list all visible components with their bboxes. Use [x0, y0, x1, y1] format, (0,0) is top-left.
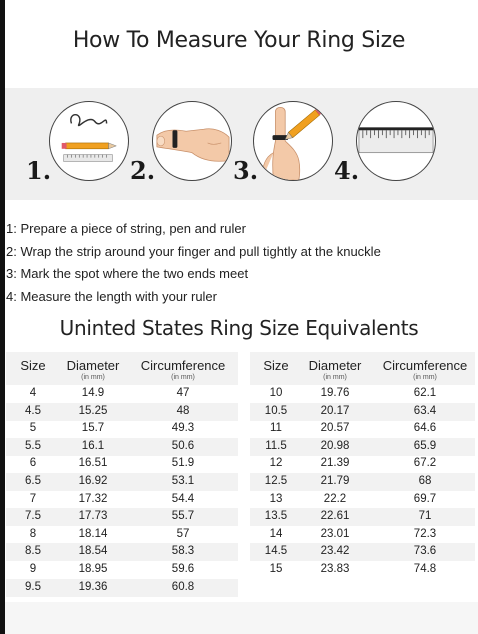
circumference-unit: (in mm)	[171, 374, 195, 381]
size-cell: 4	[29, 387, 37, 399]
size-cell: 14.5	[264, 545, 288, 558]
diameter-cell: 21.79	[320, 475, 350, 487]
table-row	[6, 403, 238, 421]
circumference-cell: 49.3	[171, 422, 195, 435]
header-diameter: Diameter (in mm)	[58, 358, 128, 381]
size-cell: 10.5	[264, 404, 288, 417]
diameter-cell: 16.92	[78, 475, 108, 487]
diameter-cell: 14.9	[81, 387, 105, 399]
size-cell: 12	[269, 457, 283, 470]
table-row	[6, 438, 238, 456]
table-row	[6, 543, 238, 561]
diameter-cell: 16.51	[78, 457, 108, 470]
size-cell: 4.5	[25, 404, 41, 417]
diameter-cell: 23.42	[320, 545, 350, 558]
diameter-cell: 18.54	[78, 545, 108, 558]
header-size: Size	[263, 358, 289, 373]
table-row	[250, 473, 475, 491]
table-row	[250, 491, 475, 509]
diameter-cell: 22.61	[320, 510, 350, 523]
size-cell: 5.5	[25, 439, 41, 452]
bottom-band	[5, 602, 478, 634]
diameter-cell: 18.95	[78, 563, 108, 575]
diameter-cell: 23.83	[320, 563, 350, 575]
header-size: Size	[20, 358, 46, 373]
step-number-2: 2.	[130, 156, 156, 185]
page-title: How To Measure Your Ring Size	[72, 28, 406, 53]
header-circumference: Circumference (in mm)	[130, 358, 236, 381]
size-cell: 6	[29, 457, 37, 470]
circumference-cell: 59.6	[171, 563, 195, 575]
diameter-cell: 22.2	[323, 492, 347, 505]
circumference-cell: 67.2	[413, 457, 437, 470]
size-cell: 13	[269, 492, 283, 505]
size-cell: 12.5	[264, 475, 288, 487]
size-cell: 13.5	[264, 510, 288, 523]
instruction-1: 1: Prepare a piece of string, pen and ruler	[6, 221, 246, 236]
circumference-cell: 58.3	[171, 545, 195, 558]
table-row	[6, 561, 238, 579]
size-cell: 14	[269, 527, 283, 540]
table-row	[6, 508, 238, 526]
mark-with-pen-icon	[253, 101, 333, 181]
diameter-cell: 19.36	[78, 580, 108, 593]
circumference-cell: 69.7	[413, 492, 437, 505]
ruler-measure-icon	[356, 101, 436, 181]
table-title: Uninted States Ring Size Equivalents	[59, 316, 419, 340]
circumference-unit: (in mm)	[413, 374, 437, 381]
string-around-finger-icon	[152, 101, 232, 181]
table-row	[250, 455, 475, 473]
size-cell: 5	[29, 422, 37, 435]
diameter-cell: 16.1	[81, 439, 105, 452]
size-table-left	[6, 352, 238, 596]
diameter-cell: 21.39	[320, 457, 350, 470]
table-row	[6, 473, 238, 491]
diameter-cell: 20.98	[320, 439, 350, 452]
header-diameter: Diameter (in mm)	[300, 358, 370, 381]
instruction-2: 2: Wrap the strip around your finger and pull tightly at the knuckle	[6, 244, 381, 259]
circumference-cell: 71	[418, 510, 432, 523]
diameter-unit: (in mm)	[323, 374, 347, 381]
size-cell: 15	[269, 563, 283, 575]
circumference-cell: 55.7	[171, 510, 195, 523]
circumference-cell: 48	[176, 404, 190, 417]
step-number-1: 1.	[26, 156, 52, 185]
circumference-cell: 47	[176, 387, 190, 399]
diameter-cell: 17.73	[78, 510, 108, 523]
left-rows	[6, 385, 238, 596]
diameter-cell: 20.57	[320, 422, 350, 435]
table-row	[6, 420, 238, 438]
circumference-cell: 64.6	[413, 422, 437, 435]
instruction-3: 3: Mark the spot where the two ends meet	[6, 266, 249, 281]
size-cell: 6.5	[25, 475, 41, 487]
header-circumference: Circumference (in mm)	[372, 358, 478, 381]
table-row	[6, 526, 238, 544]
size-cell: 9.5	[25, 580, 41, 593]
size-table-right	[250, 352, 475, 596]
diameter-cell: 23.01	[320, 527, 350, 540]
size-cell: 7	[29, 492, 37, 505]
table-row	[250, 526, 475, 544]
circumference-cell: 54.4	[171, 492, 195, 505]
step-number-4: 4.	[334, 156, 360, 185]
circumference-cell: 63.4	[413, 404, 437, 417]
circumference-cell: 57	[176, 527, 190, 540]
table-row	[250, 420, 475, 438]
size-cell: 7.5	[25, 510, 41, 523]
size-cell: 11	[270, 422, 282, 435]
table-row	[250, 561, 475, 579]
circumference-cell: 72.3	[413, 527, 437, 540]
table-row	[250, 385, 475, 403]
circumference-cell: 53.1	[171, 475, 195, 487]
circumference-cell: 73.6	[413, 545, 437, 558]
instruction-4: 4: Measure the length with your ruler	[6, 289, 217, 304]
diameter-cell: 17.32	[78, 492, 108, 505]
table-row	[250, 508, 475, 526]
circumference-cell: 65.9	[413, 439, 437, 452]
size-cell: 8.5	[25, 545, 41, 558]
table-row	[250, 403, 475, 421]
table-row	[250, 543, 475, 561]
diameter-unit: (in mm)	[81, 374, 105, 381]
size-cell: 10	[269, 387, 283, 399]
table-row	[6, 579, 238, 597]
circumference-cell: 62.1	[413, 387, 437, 399]
circumference-cell: 60.8	[171, 580, 195, 593]
circumference-cell: 50.6	[171, 439, 195, 452]
table-row	[6, 491, 238, 509]
circumference-cell: 51.9	[171, 457, 195, 470]
string-pencil-ruler-icon	[49, 101, 129, 181]
diameter-cell: 15.7	[81, 422, 105, 435]
right-rows	[250, 385, 475, 596]
table-row	[6, 455, 238, 473]
size-cell: 9	[29, 563, 37, 575]
diameter-cell: 19.76	[320, 387, 350, 399]
diameter-cell: 20.17	[320, 404, 350, 417]
table-row	[6, 385, 238, 403]
diameter-cell: 15.25	[78, 404, 108, 417]
step-number-3: 3.	[233, 156, 259, 185]
circumference-cell: 68	[418, 475, 432, 487]
size-cell: 8	[29, 527, 37, 540]
diameter-cell: 18.14	[78, 527, 108, 540]
size-cell: 11.5	[265, 439, 287, 452]
circumference-cell: 74.8	[413, 563, 437, 575]
table-row	[250, 438, 475, 456]
